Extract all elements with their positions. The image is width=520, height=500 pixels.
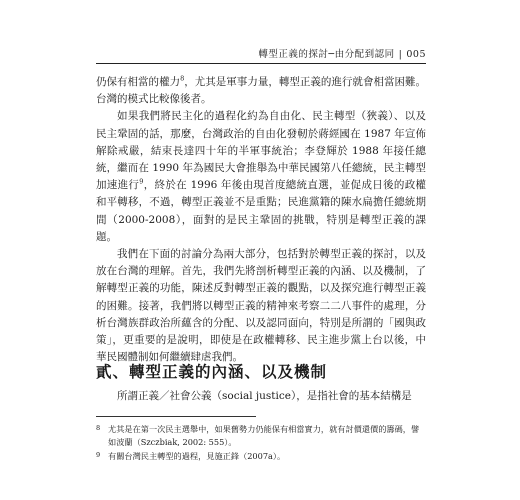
footnotes — [96, 423, 426, 465]
header-separator: | — [398, 49, 403, 60]
footnote-number: 9 — [96, 451, 101, 459]
paragraph-2 — [96, 108, 426, 246]
running-header — [96, 46, 426, 64]
section-heading: 貳、轉型正義的內涵、以及機制 — [96, 362, 328, 381]
paragraph-3: 我們在下面的討論分為兩大部分，包括對於轉型正義的探討，以及放在台灣的理解。首先，我們先將剖析轉型正義的內涵、以及機制，了解轉型正義的功能，陳述反對轉型正義的觀點，以及探究進行轉型正義的困難。接著，我們將以轉型正義的精神來考察二二八事件的處理，分析台灣族群政治所蘊含的分配、以及認同面向，特別是所謂的「國與政策」，更重要的是說明，即使是在政權轉移、民主進步黨上台以後，中華民國體制如何繼續肆虐我們。 — [96, 248, 426, 364]
page-number: 005 — [406, 49, 426, 60]
section-first-line: 所謂正義／社會公義（social justice），是指社會的基本結構是 — [117, 390, 412, 402]
header-title: 轉型正義的探討─由分配到認同 — [258, 49, 395, 60]
paragraph-2-text-a: 如果我們將民主化的過程化約為自由化、民主轉型（狹義）、以及民主鞏固的話，那麼，台灣政治的自由化發軔於蔣經國在 1987 年宣佈解除戒嚴，結束長達四十年的半軍事統治；李登輝於 1988 年接任總統，繼而在 1990 年為國民大會推舉為中華民國第八任總統，民主轉型加速進行 — [96, 110, 426, 192]
footnote-8 — [96, 423, 426, 448]
body-text — [96, 74, 426, 366]
footnote-text: 有關台灣民主轉型的過程，見施正鋒（2007a）。 — [108, 451, 286, 461]
paragraph-1-text-a: 仍保有相當的權力 — [96, 76, 181, 88]
paragraph-1-text-b: ，尤其是軍事力量，轉型正義的進行就會相當困難。台灣的模式比較像後者。 — [96, 76, 427, 106]
footnote-divider — [96, 416, 256, 417]
paragraph-2-text-b: ，終於在 1996 年後由現首度總統直選，並促成日後的政權和平轉移，不過，轉型正義並不是重點；民進黨籍的陳水扁擔任總統期間（2000-2008），面對的是民主鞏固的挑戰，特別是轉型正義的課題。 — [96, 179, 427, 243]
footnote-number: 8 — [96, 424, 101, 432]
footnote-text: 尤其是在第一次民主選舉中，如果舊勢力仍能保有相當實力，就有討價還價的籌碼，譬如波蘭（Szczbiak, 2002: 555）。 — [108, 424, 420, 447]
footnote-9 — [96, 450, 426, 463]
footnote-ref-9: 9 — [139, 177, 144, 186]
paragraph-1 — [96, 74, 426, 108]
footnote-ref-8: 8 — [180, 74, 185, 83]
